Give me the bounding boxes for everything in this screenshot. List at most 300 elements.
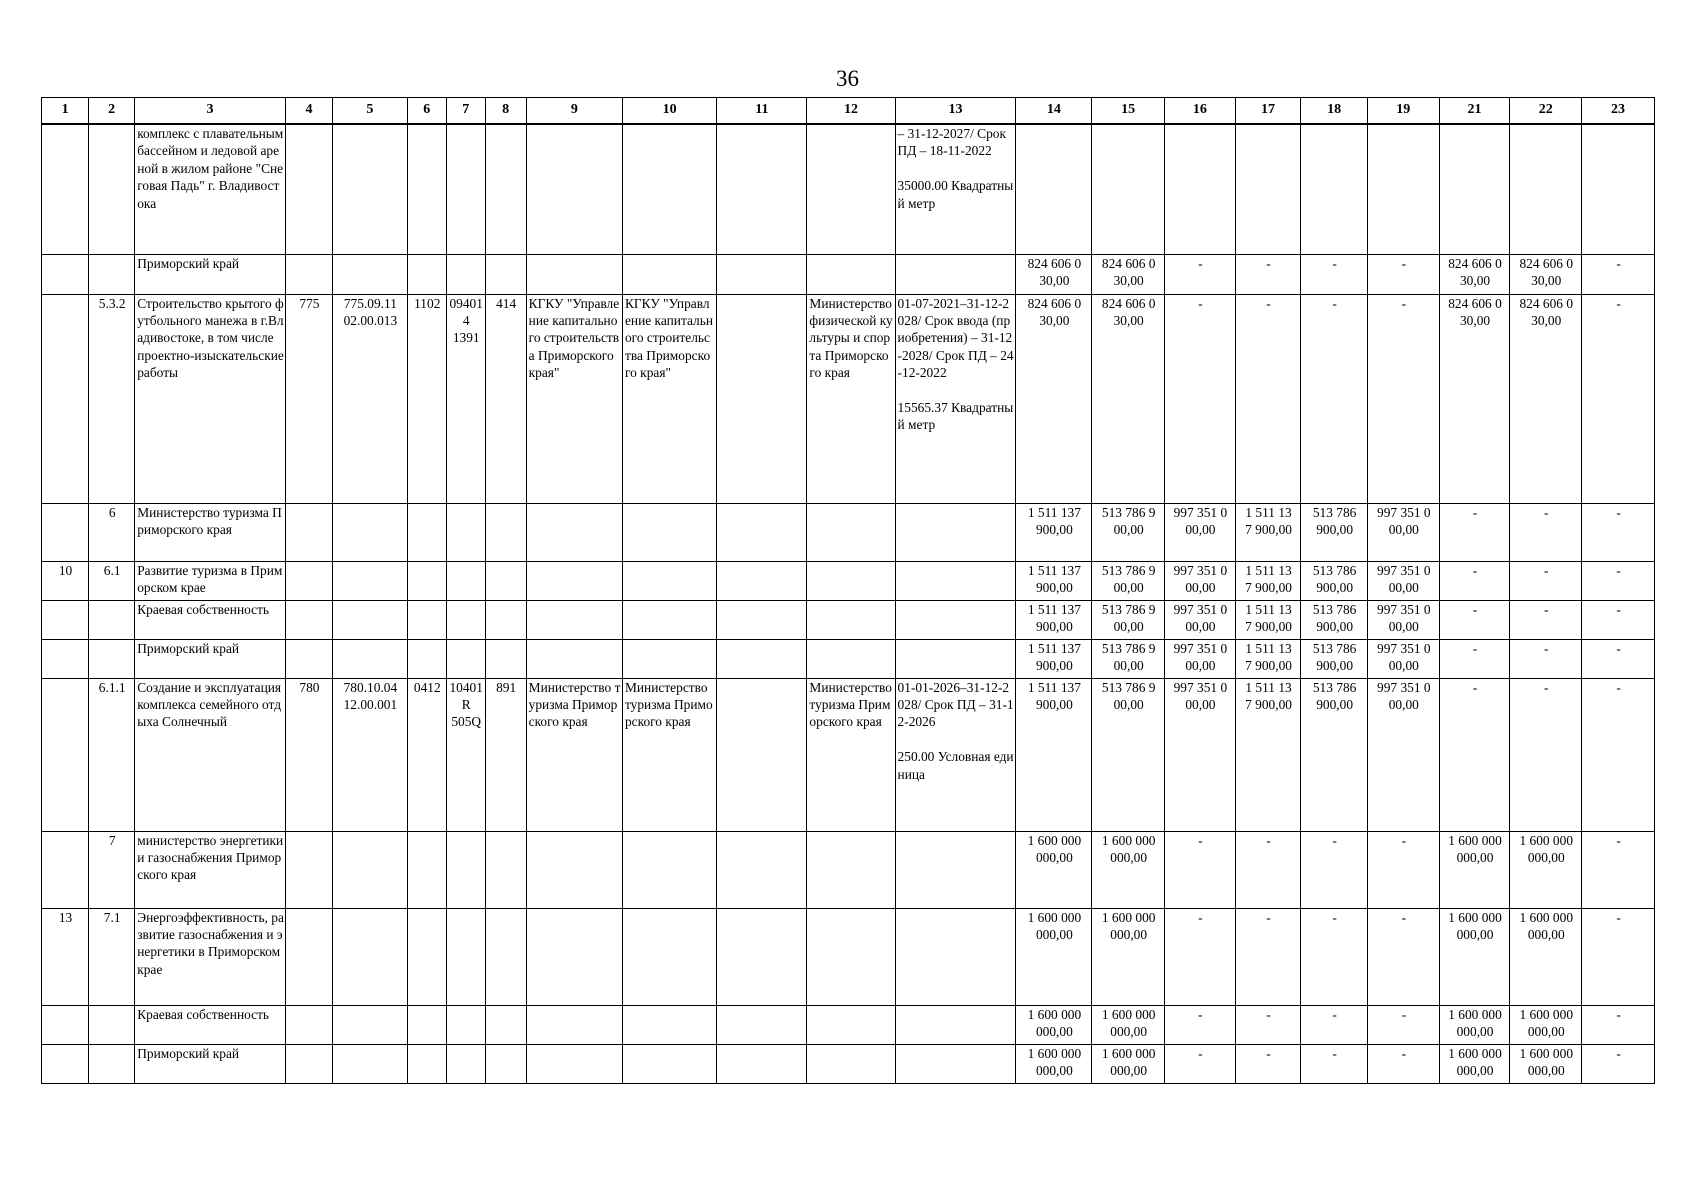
table-cell	[407, 503, 446, 561]
table-cell: 6	[89, 503, 135, 561]
table-cell	[407, 600, 446, 639]
table-cell: -	[1235, 908, 1301, 1005]
column-header: 15	[1092, 98, 1165, 125]
table-cell	[42, 503, 89, 561]
table-cell: 1 511 137 900,00	[1016, 678, 1092, 831]
table-cell	[333, 124, 408, 254]
table-cell: КГКУ "Управление капитального строительства Приморского края"	[526, 294, 622, 503]
table-cell: КГКУ "Управление капитального строительства Приморского края"	[622, 294, 716, 503]
table-cell: -	[1301, 1044, 1368, 1083]
table-cell: 997 351 0 00,00	[1367, 678, 1439, 831]
table-cell: -	[1165, 254, 1236, 294]
table-cell: 513 786 9 00,00	[1092, 639, 1165, 678]
table-cell: 1 600 000 000,00	[1439, 1005, 1510, 1044]
table-row	[42, 639, 1655, 678]
table-cell: -	[1235, 831, 1301, 908]
table-cell: 513 786 9 00,00	[1092, 561, 1165, 600]
table-cell: -	[1235, 1005, 1301, 1044]
table-cell	[285, 561, 332, 600]
table-cell	[622, 600, 716, 639]
table-cell: Министерство туризма Приморского края	[526, 678, 622, 831]
table-cell: -	[1367, 294, 1439, 503]
column-header: 4	[285, 98, 332, 125]
table-cell	[485, 1044, 526, 1083]
table-cell	[717, 503, 807, 561]
table-cell	[526, 908, 622, 1005]
table-cell	[333, 1044, 408, 1083]
table-cell	[622, 254, 716, 294]
table-cell	[285, 1005, 332, 1044]
table-cell	[1016, 124, 1092, 254]
table-cell: -	[1165, 1044, 1236, 1083]
column-header: 22	[1510, 98, 1582, 125]
table-cell	[485, 639, 526, 678]
table-row	[42, 1005, 1655, 1044]
table-cell: 0412	[407, 678, 446, 831]
table-cell	[446, 1044, 485, 1083]
table-cell	[285, 639, 332, 678]
table-cell	[717, 908, 807, 1005]
table-cell	[407, 254, 446, 294]
page-number: 36	[836, 66, 859, 91]
table-cell	[622, 831, 716, 908]
table-cell	[895, 254, 1016, 294]
table-cell	[42, 678, 89, 831]
table-cell	[895, 831, 1016, 908]
table-cell	[446, 124, 485, 254]
table-cell	[407, 831, 446, 908]
table-cell: -	[1235, 294, 1301, 503]
column-header: 17	[1235, 98, 1301, 125]
table-cell: -	[1582, 908, 1655, 1005]
column-header: 14	[1016, 98, 1092, 125]
table-cell: -	[1235, 254, 1301, 294]
column-header: 16	[1165, 98, 1236, 125]
budget-table	[41, 97, 1655, 1084]
table-row	[42, 831, 1655, 908]
table-cell: 824 606 0 30,00	[1510, 254, 1582, 294]
table-cell: -	[1510, 639, 1582, 678]
table-cell: 997 351 0 00,00	[1165, 503, 1236, 561]
table-cell	[895, 1005, 1016, 1044]
table-cell: 824 606 0 30,00	[1439, 254, 1510, 294]
table-cell	[526, 561, 622, 600]
table-cell	[1301, 124, 1368, 254]
table-cell: 775	[285, 294, 332, 503]
table-cell	[485, 908, 526, 1005]
table-cell: 1 600 000 000,00	[1510, 1005, 1582, 1044]
table-cell: Приморский край	[135, 1044, 286, 1083]
table-cell	[807, 600, 895, 639]
table-cell: Министерство туризма Приморского края	[135, 503, 286, 561]
table-cell: 1 600 000 000,00	[1510, 1044, 1582, 1083]
table-cell: 1 511 13 7 900,00	[1235, 600, 1301, 639]
table-cell	[717, 678, 807, 831]
table-cell	[1235, 124, 1301, 254]
column-header: 10	[622, 98, 716, 125]
table-cell: -	[1367, 254, 1439, 294]
table-cell	[407, 639, 446, 678]
table-cell: -	[1367, 831, 1439, 908]
table-cell	[895, 1044, 1016, 1083]
table-cell: 1102	[407, 294, 446, 503]
table-cell: 1 511 137 900,00	[1016, 600, 1092, 639]
table-cell	[526, 831, 622, 908]
table-cell: 997 351 0 00,00	[1367, 600, 1439, 639]
table-cell: 6.1	[89, 561, 135, 600]
table-cell: 13	[42, 908, 89, 1005]
column-header: 18	[1301, 98, 1368, 125]
table-cell	[526, 124, 622, 254]
table-cell	[333, 1005, 408, 1044]
table-cell: Строительство крытого футбольного манежа в г.Владивостоке, в том числе проектно-изыскательские работы	[135, 294, 286, 503]
table-cell	[1582, 124, 1655, 254]
table-cell: Министерство туризма Приморского края	[622, 678, 716, 831]
table-cell: 780.10.04 12.00.001	[333, 678, 408, 831]
table-cell	[42, 254, 89, 294]
table-cell: 1 600 000 000,00	[1016, 908, 1092, 1005]
table-cell: 775.09.11 02.00.013	[333, 294, 408, 503]
table-cell	[485, 1005, 526, 1044]
column-header: 21	[1439, 98, 1510, 125]
table-cell	[622, 561, 716, 600]
table-cell	[42, 639, 89, 678]
table-cell	[1165, 124, 1236, 254]
table-cell: -	[1367, 1044, 1439, 1083]
table-cell	[526, 503, 622, 561]
table-row	[42, 294, 1655, 503]
table-cell	[1092, 124, 1165, 254]
table-cell: 1 511 137 900,00	[1016, 503, 1092, 561]
table-cell: 1 600 000 000,00	[1439, 831, 1510, 908]
table-cell	[89, 254, 135, 294]
table-cell: -	[1582, 1044, 1655, 1083]
table-cell	[717, 600, 807, 639]
table-cell	[895, 503, 1016, 561]
table-cell	[446, 561, 485, 600]
table-cell: -	[1439, 678, 1510, 831]
table-cell: 997 351 0 00,00	[1165, 561, 1236, 600]
table-cell: 7.1	[89, 908, 135, 1005]
table-cell: 1 600 000 000,00	[1092, 1005, 1165, 1044]
table-cell: 780	[285, 678, 332, 831]
column-header: 13	[895, 98, 1016, 125]
table-cell: 997 351 0 00,00	[1367, 561, 1439, 600]
table-cell	[285, 600, 332, 639]
table-cell: 10	[42, 561, 89, 600]
table-cell	[526, 1044, 622, 1083]
column-header: 19	[1367, 98, 1439, 125]
table-cell	[807, 1005, 895, 1044]
table-cell	[285, 1044, 332, 1083]
table-cell	[1367, 124, 1439, 254]
table-cell	[333, 831, 408, 908]
table-cell: -	[1439, 503, 1510, 561]
table-cell: -	[1582, 503, 1655, 561]
table-cell: Краевая собственность	[135, 600, 286, 639]
table-cell	[485, 831, 526, 908]
table-cell	[42, 1044, 89, 1083]
table-row	[42, 678, 1655, 831]
table-cell	[717, 124, 807, 254]
table-cell: 5.3.2	[89, 294, 135, 503]
table-cell	[526, 254, 622, 294]
table-cell	[717, 254, 807, 294]
table-cell: 1 511 13 7 900,00	[1235, 639, 1301, 678]
column-header: 1	[42, 98, 89, 125]
table-row	[42, 1044, 1655, 1083]
table-cell: -	[1301, 831, 1368, 908]
table-cell	[622, 1005, 716, 1044]
table-cell: 414	[485, 294, 526, 503]
table-cell: 513 786 900,00	[1301, 600, 1368, 639]
table-cell	[333, 561, 408, 600]
table-cell	[807, 908, 895, 1005]
table-row	[42, 254, 1655, 294]
table-cell	[485, 254, 526, 294]
table-cell: 1 511 137 900,00	[1016, 639, 1092, 678]
table-row	[42, 503, 1655, 561]
table-cell: 1 600 000 000,00	[1092, 831, 1165, 908]
table-cell	[807, 503, 895, 561]
table-cell	[89, 124, 135, 254]
table-cell: 997 351 0 00,00	[1367, 639, 1439, 678]
table-cell	[807, 639, 895, 678]
table-cell: 513 786 900,00	[1301, 503, 1368, 561]
table-cell	[407, 1044, 446, 1083]
column-header: 6	[407, 98, 446, 125]
table-cell: 1 511 137 900,00	[1016, 561, 1092, 600]
table-cell: 1 600 000 000,00	[1439, 908, 1510, 1005]
table-cell: -	[1510, 678, 1582, 831]
table-cell	[895, 561, 1016, 600]
table-cell	[895, 639, 1016, 678]
table-cell	[485, 124, 526, 254]
table-cell	[526, 1005, 622, 1044]
table-cell: 7	[89, 831, 135, 908]
table-cell: -	[1582, 294, 1655, 503]
table-cell	[717, 639, 807, 678]
table-cell	[407, 908, 446, 1005]
table-cell	[446, 639, 485, 678]
table-cell: министерство энергетики и газоснабжения Приморского края	[135, 831, 286, 908]
table-cell: Приморский край	[135, 254, 286, 294]
table-cell: 6.1.1	[89, 678, 135, 831]
table-cell: 1 600 000 000,00	[1510, 831, 1582, 908]
table-cell: 1 600 000 000,00	[1016, 1005, 1092, 1044]
table-cell: -	[1582, 600, 1655, 639]
table-cell: -	[1510, 561, 1582, 600]
table-cell: Развитие туризма в Приморском крае	[135, 561, 286, 600]
table-cell	[717, 831, 807, 908]
table-cell	[526, 639, 622, 678]
table-cell: 1 600 000 000,00	[1439, 1044, 1510, 1083]
table-cell: -	[1367, 908, 1439, 1005]
table-cell	[285, 908, 332, 1005]
table-cell	[1439, 124, 1510, 254]
table-cell: -	[1582, 831, 1655, 908]
table-cell	[526, 600, 622, 639]
table-cell: -	[1165, 908, 1236, 1005]
table-cell	[622, 1044, 716, 1083]
table-cell	[407, 124, 446, 254]
column-header: 7	[446, 98, 485, 125]
table-cell: 1 600 000 000,00	[1016, 1044, 1092, 1083]
table-cell	[1510, 124, 1582, 254]
table-cell	[407, 1005, 446, 1044]
table-row	[42, 908, 1655, 1005]
table-cell: 513 786 900,00	[1301, 678, 1368, 831]
table-cell: 01-01-2026–31-12-2028/ Срок ПД – 31-12-2026 250.00 Условная единица	[895, 678, 1016, 831]
column-header: 11	[717, 98, 807, 125]
table-cell: 1 600 000 000,00	[1510, 908, 1582, 1005]
table-cell: 824 606 0 30,00	[1439, 294, 1510, 503]
table-cell	[446, 1005, 485, 1044]
table-cell: -	[1301, 908, 1368, 1005]
table-cell: 824 606 0 30,00	[1510, 294, 1582, 503]
table-cell: комплекс с плавательным бассейном и ледовой ареной в жилом районе "Снеговая Падь" г. Владивостока	[135, 124, 286, 254]
column-header: 2	[89, 98, 135, 125]
table-cell	[807, 1044, 895, 1083]
table-cell	[333, 639, 408, 678]
table-cell: -	[1439, 561, 1510, 600]
table-cell: 824 606 0 30,00	[1092, 294, 1165, 503]
table-cell: -	[1301, 294, 1368, 503]
table-cell	[333, 503, 408, 561]
table-cell: 513 786 9 00,00	[1092, 600, 1165, 639]
table-cell: -	[1367, 1005, 1439, 1044]
table-cell	[42, 600, 89, 639]
table-cell	[42, 294, 89, 503]
table-body	[42, 124, 1655, 1083]
table-cell	[333, 600, 408, 639]
table-row	[42, 561, 1655, 600]
table-row	[42, 600, 1655, 639]
table-cell	[89, 600, 135, 639]
table-cell: 824 606 0 30,00	[1016, 254, 1092, 294]
table-cell	[807, 561, 895, 600]
table-cell: 513 786 9 00,00	[1092, 678, 1165, 831]
table-cell	[895, 908, 1016, 1005]
table-cell	[407, 561, 446, 600]
column-header: 3	[135, 98, 286, 125]
table-cell	[717, 1044, 807, 1083]
table-cell: -	[1582, 639, 1655, 678]
table-cell: -	[1165, 294, 1236, 503]
table-cell: -	[1439, 639, 1510, 678]
table-cell: 1 600 000 000,00	[1092, 908, 1165, 1005]
table-cell: Приморский край	[135, 639, 286, 678]
column-header: 5	[333, 98, 408, 125]
table-cell	[285, 124, 332, 254]
table-cell: 1 511 13 7 900,00	[1235, 503, 1301, 561]
table-cell: Министерство физической культуры и спорта Приморского края	[807, 294, 895, 503]
table-cell	[446, 254, 485, 294]
table-cell: 513 786 900,00	[1301, 561, 1368, 600]
table-cell	[285, 831, 332, 908]
table-cell	[89, 639, 135, 678]
column-header: 9	[526, 98, 622, 125]
table-cell	[446, 831, 485, 908]
table-cell: 997 351 0 00,00	[1165, 600, 1236, 639]
table-cell	[622, 908, 716, 1005]
table-cell: 01-07-2021–31-12-2028/ Срок ввода (приобретения) – 31-12-2028/ Срок ПД – 24-12-2022 15565.37 Квадратный метр	[895, 294, 1016, 503]
table-cell	[717, 1005, 807, 1044]
table-cell	[485, 600, 526, 639]
table-cell: 1 511 13 7 900,00	[1235, 561, 1301, 600]
table-cell: 094014 1391	[446, 294, 485, 503]
column-header: 23	[1582, 98, 1655, 125]
table-cell: -	[1301, 254, 1368, 294]
column-header: 12	[807, 98, 895, 125]
table-cell	[446, 503, 485, 561]
table-cell: – 31-12-2027/ Срок ПД – 18-11-2022 35000.00 Квадратный метр	[895, 124, 1016, 254]
table-cell	[807, 124, 895, 254]
table-cell	[485, 503, 526, 561]
table-cell: 513 786 900,00	[1301, 639, 1368, 678]
table-cell	[42, 831, 89, 908]
table-cell	[807, 254, 895, 294]
table-row	[42, 124, 1655, 254]
table-cell: Министерство туризма Приморского края	[807, 678, 895, 831]
table-cell	[89, 1044, 135, 1083]
table-cell	[485, 561, 526, 600]
table-cell: -	[1510, 503, 1582, 561]
table-cell: -	[1582, 1005, 1655, 1044]
table-cell: -	[1439, 600, 1510, 639]
table-cell: 824 606 0 30,00	[1016, 294, 1092, 503]
table-cell: 10401R 505Q	[446, 678, 485, 831]
table-cell: 891	[485, 678, 526, 831]
table-cell: -	[1165, 1005, 1236, 1044]
table-cell	[622, 503, 716, 561]
table-header-row	[42, 98, 1655, 125]
table-cell: 513 786 9 00,00	[1092, 503, 1165, 561]
table-cell	[622, 124, 716, 254]
table-cell	[717, 561, 807, 600]
table-cell: 1 511 13 7 900,00	[1235, 678, 1301, 831]
table-cell: -	[1301, 1005, 1368, 1044]
table-cell	[89, 1005, 135, 1044]
table-cell: -	[1582, 254, 1655, 294]
table-cell	[895, 600, 1016, 639]
table-cell	[446, 600, 485, 639]
column-header: 8	[485, 98, 526, 125]
table-cell: Создание и эксплуатация комплекса семейного отдыха Солнечный	[135, 678, 286, 831]
table-cell	[333, 254, 408, 294]
table-cell: -	[1165, 831, 1236, 908]
table-cell	[446, 908, 485, 1005]
table-cell: 997 351 0 00,00	[1165, 678, 1236, 831]
table-cell	[333, 908, 408, 1005]
table-cell: -	[1582, 678, 1655, 831]
table-cell: 997 351 0 00,00	[1367, 503, 1439, 561]
table-cell	[285, 503, 332, 561]
table-cell: -	[1235, 1044, 1301, 1083]
table-cell: Краевая собственность	[135, 1005, 286, 1044]
table-cell	[285, 254, 332, 294]
table-cell	[622, 639, 716, 678]
table-cell	[42, 1005, 89, 1044]
table-cell: -	[1582, 561, 1655, 600]
table-cell: -	[1510, 600, 1582, 639]
table-cell: 824 606 0 30,00	[1092, 254, 1165, 294]
table-cell	[717, 294, 807, 503]
table-cell: Энергоэффективность, развитие газоснабжения и энергетики в Приморском крае	[135, 908, 286, 1005]
table-cell: 1 600 000 000,00	[1016, 831, 1092, 908]
table-cell	[42, 124, 89, 254]
table-cell: 997 351 0 00,00	[1165, 639, 1236, 678]
